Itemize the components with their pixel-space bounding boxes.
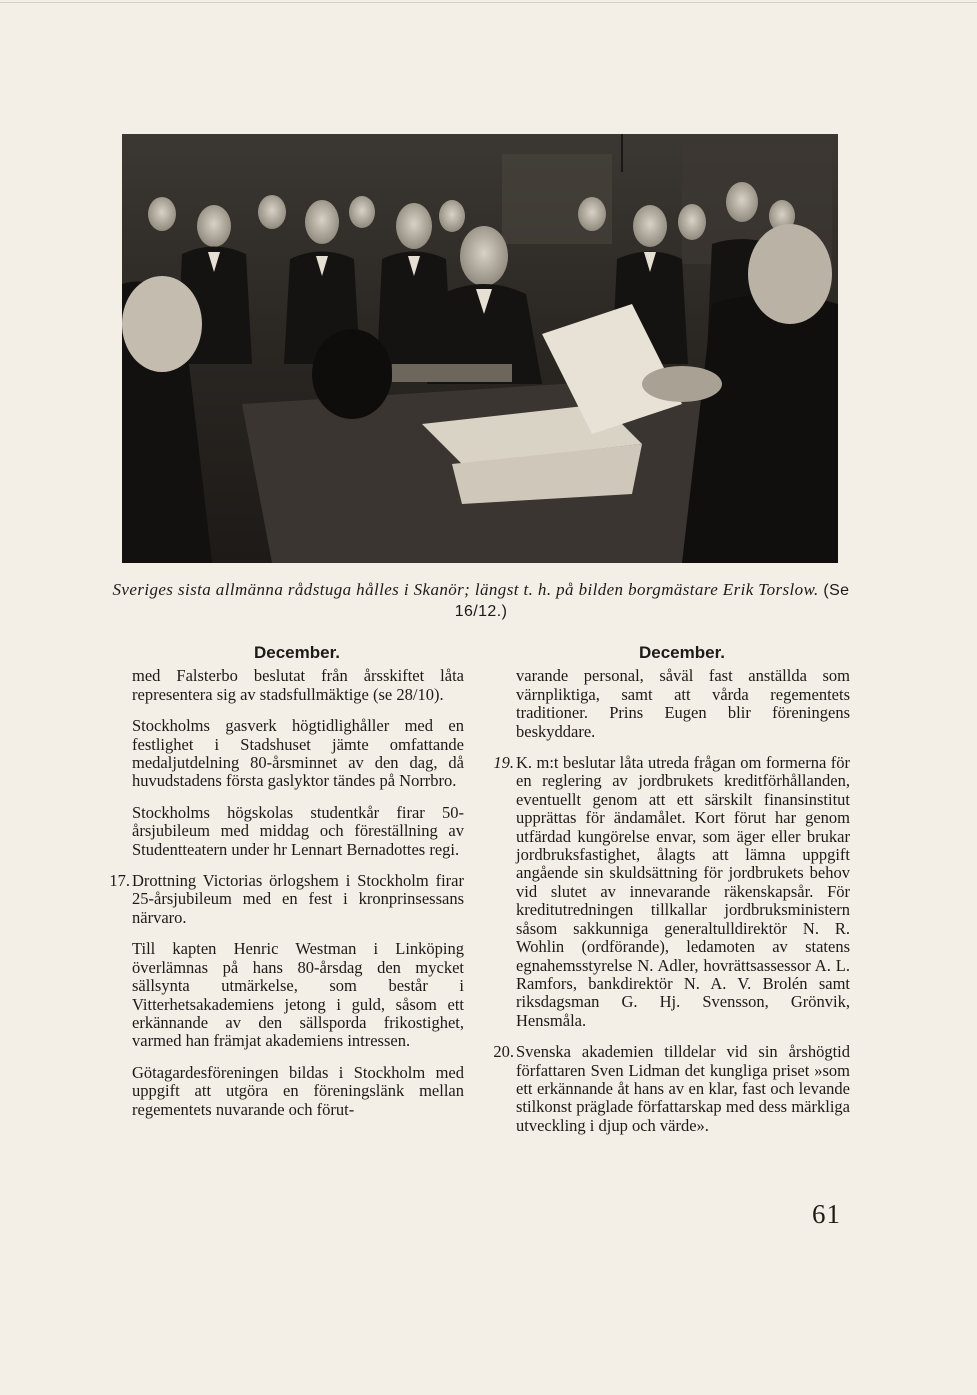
right-paragraph-2: K. m:t beslutar låta utreda frågan om formerna för en reglering av jordbrukets kreditförhållanden, eventuellt genom att ett särskilt finansinstitut upprättas för ändamålet. Kort förut har genom utfärdad kungörelse envar, som äger eller brukar jordbruksfastighet, ålagts att lämna uppgift angående sin skuldsättning för jordbrukets behov vid slutet av innevarande räkenskapsår. För kreditutredningen tillkallar jordbruksministern såsom sakkunniga generaltulldirektör N. R. Wohlin (ordförande), ledamoten av statens egnahemsstyrelse N. Adler, hovrättsassessor A. L. Ramfors, bankdirektör N. A. V. Brolén samt riksdagsman G. Hj. Svensson, Grönvik, Hensmåla. <box>516 753 850 1030</box>
right-paragraph-3: Svenska akademien tilldelar vid sin årshögtid författaren Sven Lidman det kungliga priset »som ett erkännande åt hans av en klar, fast och levande stilkonst präglade författarskap med dess märkliga utveckling i djup och värde». <box>516 1042 850 1135</box>
left-paragraph-5: Till kapten Henric Westman i Linköping överlämnas på hans 80-årsdag den mycket sällsynta utmärkelse, som består i Vitterhetsakademiens jetong i guld, såsom ett erkännande av den sällsporda frikostighet, varmed han främjat akademiens intressen. <box>132 939 464 1051</box>
left-column-heading: December. <box>254 643 340 662</box>
entry-date-20: 20. <box>493 1042 514 1062</box>
right-column <box>486 644 850 1148</box>
entry-date-19: 19. <box>493 753 514 773</box>
top-rule <box>0 2 977 3</box>
right-column-heading: December. <box>639 643 725 662</box>
page-number: 61 <box>812 1199 841 1229</box>
left-paragraph-3: Stockholms högskolas studentkår firar 50-årsjubileum med middag och föreställning av Studentteatern under hr Lennart Bernadottes regi. <box>132 802 464 859</box>
left-column <box>102 644 464 1132</box>
entry-19 <box>486 754 850 1030</box>
caption-reference: (Se 16/12.) <box>454 582 850 620</box>
entry-17 <box>102 872 464 927</box>
left-paragraph-6: Götagardesföreningen bildas i Stockholm med uppgift att utgöra en föreningslänk mellan regementets nuvarande och förut- <box>132 1062 464 1119</box>
meeting-photo-illustration <box>122 134 838 563</box>
right-paragraph-1: varande personal, såväl fast anställda som värnpliktiga, samt att vårda regementets traditioner. Prins Eugen blir föreningens beskyddare. <box>516 666 850 741</box>
left-paragraph-1: med Falsterbo beslutat från årsskiftet låta representera sig av stadsfullmäktige (se 28/10). <box>132 666 464 704</box>
left-paragraph-4: Drottning Victorias örlogshem i Stockholm firar 25-årsjubileum med en fest i kronprinsessans närvaro. <box>132 871 464 927</box>
entry-20 <box>486 1043 850 1135</box>
entry-date-17: 17. <box>109 871 130 891</box>
meeting-photo <box>122 134 838 563</box>
photo-caption <box>112 580 850 622</box>
left-paragraph-2: Stockholms gasverk högtidlighåller med en festlighet i Stadshuset jämte omfattande medaljutdelning 80-årsminnet av den dag, då huvudstadens första gaslyktor tändes på Norrbro. <box>132 716 464 791</box>
caption-text: Sveriges sista allmänna rådstuga hålles i Skanör; längst t. h. på bilden borgmästare Erik Torslow. <box>112 580 819 599</box>
